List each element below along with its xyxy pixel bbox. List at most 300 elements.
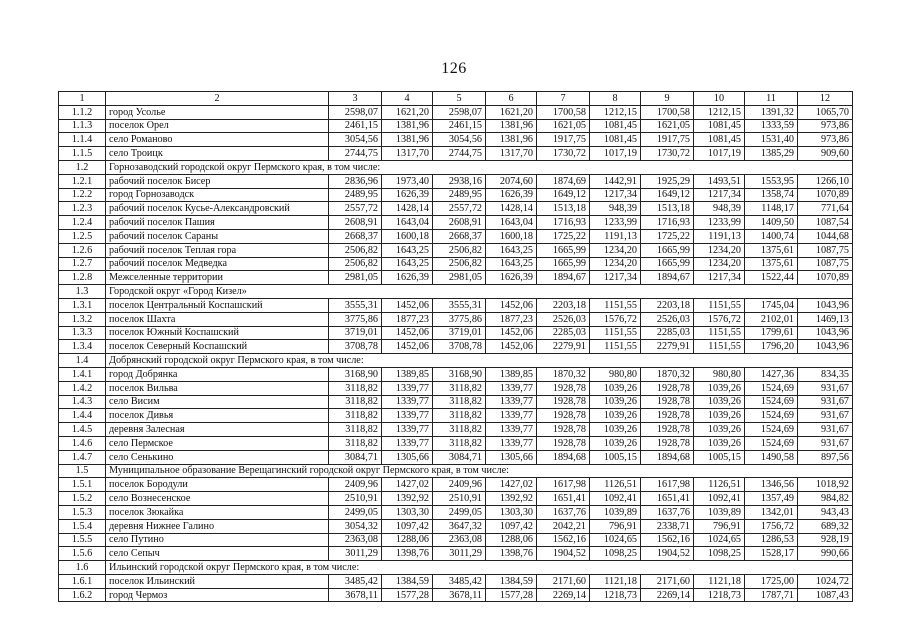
value-cell: 2409,96 — [329, 478, 382, 492]
value-cell: 1973,40 — [382, 174, 433, 188]
value-cell: 2489,95 — [433, 188, 486, 202]
value-cell: 1626,39 — [382, 271, 433, 285]
value-cell: 1339,77 — [486, 409, 537, 423]
value-cell: 3719,01 — [433, 326, 486, 340]
value-cell: 1427,36 — [745, 367, 798, 381]
value-cell: 984,82 — [798, 492, 853, 506]
section-row — [59, 354, 853, 368]
value-cell: 1524,69 — [745, 395, 798, 409]
value-cell: 2461,15 — [433, 119, 486, 133]
value-cell: 1303,30 — [486, 505, 537, 519]
value-cell: 1877,23 — [382, 312, 433, 326]
value-cell: 1531,40 — [745, 133, 798, 147]
value-cell: 1665,99 — [537, 243, 590, 257]
value-cell: 3708,78 — [329, 340, 382, 354]
value-cell: 3647,32 — [433, 519, 486, 533]
settlement-name: рабочий поселок Кусье-Александровский — [106, 202, 329, 216]
value-cell: 931,67 — [798, 409, 853, 423]
value-cell: 1730,72 — [537, 147, 590, 161]
row-code: 1.3.3 — [59, 326, 106, 340]
row-code: 1.1.2 — [59, 105, 106, 119]
value-cell: 1452,06 — [486, 326, 537, 340]
value-cell: 1427,02 — [382, 478, 433, 492]
table-row — [59, 436, 853, 450]
value-cell: 1358,74 — [745, 188, 798, 202]
value-cell: 2836,96 — [329, 174, 382, 188]
value-cell: 3118,82 — [329, 423, 382, 437]
table-row — [59, 119, 853, 133]
settlement-name: поселок Шахта — [106, 312, 329, 326]
value-cell: 2489,95 — [329, 188, 382, 202]
settlement-name: рабочий поселок Теплая гора — [106, 243, 329, 257]
value-cell: 1392,92 — [382, 492, 433, 506]
value-cell: 1452,06 — [382, 298, 433, 312]
value-cell: 1375,61 — [745, 243, 798, 257]
section-title: Муниципальное образование Верещагинский городской округ Пермского края, в том числе: — [106, 464, 853, 478]
value-cell: 1126,51 — [694, 478, 745, 492]
settlement-name: село Романово — [106, 133, 329, 147]
column-number: 12 — [798, 92, 853, 106]
column-number: 6 — [486, 92, 537, 106]
settlement-name: поселок Южный Коспашский — [106, 326, 329, 340]
value-cell: 3168,90 — [433, 367, 486, 381]
value-cell: 1621,05 — [537, 119, 590, 133]
value-cell: 3118,82 — [329, 381, 382, 395]
value-cell: 1928,78 — [537, 436, 590, 450]
settlement-name: село Сенькино — [106, 450, 329, 464]
value-cell: 1024,72 — [798, 574, 853, 588]
column-number: 1 — [59, 92, 106, 106]
value-cell: 2668,37 — [433, 229, 486, 243]
value-cell: 1043,96 — [798, 326, 853, 340]
row-code: 1.3.1 — [59, 298, 106, 312]
value-cell: 1381,96 — [382, 133, 433, 147]
row-code: 1.2.1 — [59, 174, 106, 188]
value-cell: 1577,28 — [382, 588, 433, 602]
value-cell: 2526,03 — [537, 312, 590, 326]
value-cell: 1725,22 — [537, 229, 590, 243]
table-row — [59, 188, 853, 202]
value-cell: 689,32 — [798, 519, 853, 533]
value-cell: 1643,25 — [486, 257, 537, 271]
value-cell: 1524,69 — [745, 436, 798, 450]
value-cell: 1621,20 — [382, 105, 433, 119]
value-cell: 3775,86 — [329, 312, 382, 326]
value-cell: 1576,72 — [694, 312, 745, 326]
value-cell: 1098,25 — [694, 547, 745, 561]
value-cell: 1621,20 — [486, 105, 537, 119]
value-cell: 973,86 — [798, 133, 853, 147]
value-cell: 2279,91 — [537, 340, 590, 354]
section-title: Ильинский городской округ Пермского края, в том числе: — [106, 561, 853, 575]
value-cell: 1730,72 — [641, 147, 694, 161]
value-cell: 1092,41 — [590, 492, 641, 506]
value-cell: 1452,06 — [382, 340, 433, 354]
settlement-name: село Висим — [106, 395, 329, 409]
row-code: 1.4.4 — [59, 409, 106, 423]
value-cell: 1385,29 — [745, 147, 798, 161]
value-cell: 1381,96 — [486, 133, 537, 147]
row-code: 1.2.6 — [59, 243, 106, 257]
value-cell: 1513,18 — [641, 202, 694, 216]
row-code: 1.3 — [59, 285, 106, 299]
value-cell: 1039,26 — [590, 395, 641, 409]
value-cell: 990,66 — [798, 547, 853, 561]
value-cell: 2608,91 — [329, 216, 382, 230]
value-cell: 1339,77 — [486, 395, 537, 409]
table-row — [59, 409, 853, 423]
value-cell: 1151,55 — [694, 340, 745, 354]
value-cell: 897,56 — [798, 450, 853, 464]
value-cell: 3118,82 — [329, 409, 382, 423]
value-cell: 2269,14 — [537, 588, 590, 602]
value-cell: 1398,76 — [486, 547, 537, 561]
value-cell: 1928,78 — [537, 423, 590, 437]
value-cell: 1894,68 — [537, 450, 590, 464]
value-cell: 1528,17 — [745, 547, 798, 561]
value-cell: 2102,01 — [745, 312, 798, 326]
row-code: 1.6 — [59, 561, 106, 575]
value-cell: 1384,59 — [382, 574, 433, 588]
value-cell: 1212,15 — [590, 105, 641, 119]
row-code: 1.5.6 — [59, 547, 106, 561]
column-number-header-row — [59, 92, 853, 106]
value-cell: 3118,82 — [433, 409, 486, 423]
table-row — [59, 395, 853, 409]
value-cell: 2981,05 — [329, 271, 382, 285]
value-cell: 1621,05 — [641, 119, 694, 133]
row-code: 1.2.2 — [59, 188, 106, 202]
settlement-name: поселок Центральный Коспашский — [106, 298, 329, 312]
settlement-name: город Добрянка — [106, 367, 329, 381]
value-cell: 1513,18 — [537, 202, 590, 216]
value-cell: 1081,45 — [694, 133, 745, 147]
table-row — [59, 326, 853, 340]
value-cell: 1303,30 — [382, 505, 433, 519]
value-cell: 2557,72 — [329, 202, 382, 216]
value-cell: 1928,78 — [537, 409, 590, 423]
value-cell: 1317,70 — [486, 147, 537, 161]
value-cell: 1087,75 — [798, 257, 853, 271]
value-cell: 1894,67 — [537, 271, 590, 285]
value-cell: 2203,18 — [641, 298, 694, 312]
value-cell: 1493,51 — [694, 174, 745, 188]
tariff-table — [58, 91, 853, 602]
value-cell: 2744,75 — [329, 147, 382, 161]
table-row — [59, 216, 853, 230]
value-cell: 1121,18 — [694, 574, 745, 588]
value-cell: 2269,14 — [641, 588, 694, 602]
row-code: 1.3.2 — [59, 312, 106, 326]
value-cell: 1097,42 — [486, 519, 537, 533]
value-cell: 1428,14 — [382, 202, 433, 216]
value-cell: 2608,91 — [433, 216, 486, 230]
value-cell: 1339,77 — [382, 395, 433, 409]
value-cell: 2981,05 — [433, 271, 486, 285]
value-cell: 1017,19 — [590, 147, 641, 161]
value-cell: 1745,04 — [745, 298, 798, 312]
settlement-name: поселок Бородули — [106, 478, 329, 492]
value-cell: 1490,58 — [745, 450, 798, 464]
value-cell: 1716,93 — [537, 216, 590, 230]
value-cell: 1649,12 — [641, 188, 694, 202]
value-cell: 1428,14 — [486, 202, 537, 216]
row-code: 1.2.3 — [59, 202, 106, 216]
value-cell: 1894,67 — [641, 271, 694, 285]
value-cell: 1039,26 — [590, 381, 641, 395]
value-cell: 2363,08 — [329, 533, 382, 547]
value-cell: 1452,06 — [486, 340, 537, 354]
value-cell: 1148,17 — [745, 202, 798, 216]
value-cell: 1217,34 — [590, 271, 641, 285]
value-cell: 1576,72 — [590, 312, 641, 326]
value-cell: 2506,82 — [329, 243, 382, 257]
value-cell: 1874,69 — [537, 174, 590, 188]
settlement-name: рабочий поселок Сараны — [106, 229, 329, 243]
value-cell: 1092,41 — [694, 492, 745, 506]
value-cell: 3485,42 — [329, 574, 382, 588]
settlement-name: село Путино — [106, 533, 329, 547]
value-cell: 2744,75 — [433, 147, 486, 161]
value-cell: 1233,99 — [694, 216, 745, 230]
value-cell: 1039,89 — [694, 505, 745, 519]
value-cell: 1524,69 — [745, 381, 798, 395]
value-cell: 1233,99 — [590, 216, 641, 230]
value-cell: 1039,26 — [590, 436, 641, 450]
value-cell: 909,60 — [798, 147, 853, 161]
value-cell: 3168,90 — [329, 367, 382, 381]
value-cell: 1151,55 — [590, 326, 641, 340]
table-row — [59, 133, 853, 147]
settlement-name: деревня Залесная — [106, 423, 329, 437]
value-cell: 1524,69 — [745, 423, 798, 437]
row-code: 1.4.7 — [59, 450, 106, 464]
value-cell: 2499,05 — [433, 505, 486, 519]
value-cell: 3054,56 — [433, 133, 486, 147]
value-cell: 3775,86 — [433, 312, 486, 326]
value-cell: 1522,44 — [745, 271, 798, 285]
value-cell: 1043,96 — [798, 298, 853, 312]
value-cell: 2285,03 — [537, 326, 590, 340]
value-cell: 1305,66 — [382, 450, 433, 464]
row-code: 1.6.1 — [59, 574, 106, 588]
value-cell: 1043,96 — [798, 340, 853, 354]
value-cell: 2499,05 — [329, 505, 382, 519]
row-code: 1.5.3 — [59, 505, 106, 519]
value-cell: 1217,34 — [694, 188, 745, 202]
row-code: 1.5.1 — [59, 478, 106, 492]
value-cell: 1234,20 — [590, 257, 641, 271]
value-cell: 2171,60 — [641, 574, 694, 588]
value-cell: 1389,85 — [486, 367, 537, 381]
settlement-name: рабочий поселок Медведка — [106, 257, 329, 271]
value-cell: 1651,41 — [641, 492, 694, 506]
value-cell: 931,67 — [798, 436, 853, 450]
column-number: 3 — [329, 92, 382, 106]
value-cell: 1904,52 — [641, 547, 694, 561]
value-cell: 1524,69 — [745, 409, 798, 423]
value-cell: 1796,20 — [745, 340, 798, 354]
table-row — [59, 367, 853, 381]
row-code: 1.2.8 — [59, 271, 106, 285]
value-cell: 2042,21 — [537, 519, 590, 533]
value-cell: 1442,91 — [590, 174, 641, 188]
settlement-name: Межселенные территории — [106, 271, 329, 285]
value-cell: 3084,71 — [433, 450, 486, 464]
row-code: 1.2.4 — [59, 216, 106, 230]
value-cell: 1799,61 — [745, 326, 798, 340]
value-cell: 1024,65 — [590, 533, 641, 547]
row-code: 1.5.4 — [59, 519, 106, 533]
value-cell: 1339,77 — [486, 381, 537, 395]
settlement-name: село Вознесенское — [106, 492, 329, 506]
value-cell: 1600,18 — [486, 229, 537, 243]
value-cell: 1121,18 — [590, 574, 641, 588]
table-row — [59, 257, 853, 271]
value-cell: 1928,78 — [641, 436, 694, 450]
value-cell: 1039,26 — [694, 395, 745, 409]
value-cell: 1218,73 — [590, 588, 641, 602]
value-cell: 948,39 — [694, 202, 745, 216]
value-cell: 1339,77 — [382, 409, 433, 423]
value-cell: 1553,95 — [745, 174, 798, 188]
value-cell: 1600,18 — [382, 229, 433, 243]
settlement-name: поселок Орел — [106, 119, 329, 133]
value-cell: 1877,23 — [486, 312, 537, 326]
table-row — [59, 574, 853, 588]
value-cell: 1217,34 — [694, 271, 745, 285]
row-code: 1.2 — [59, 160, 106, 174]
value-cell: 771,64 — [798, 202, 853, 216]
table-row — [59, 202, 853, 216]
value-cell: 1288,06 — [486, 533, 537, 547]
value-cell: 1151,55 — [694, 326, 745, 340]
value-cell: 1626,39 — [486, 271, 537, 285]
value-cell: 2598,07 — [433, 105, 486, 119]
value-cell: 1452,06 — [382, 326, 433, 340]
value-cell: 3118,82 — [329, 395, 382, 409]
value-cell: 2506,82 — [433, 257, 486, 271]
column-number: 2 — [106, 92, 329, 106]
settlement-name: село Пермское — [106, 436, 329, 450]
value-cell: 3555,31 — [433, 298, 486, 312]
value-cell: 1562,16 — [537, 533, 590, 547]
value-cell: 1384,59 — [486, 574, 537, 588]
value-cell: 1617,98 — [537, 478, 590, 492]
value-cell: 1039,26 — [590, 409, 641, 423]
value-cell: 2506,82 — [433, 243, 486, 257]
row-code: 1.2.7 — [59, 257, 106, 271]
value-cell: 1357,49 — [745, 492, 798, 506]
value-cell: 1217,34 — [590, 188, 641, 202]
value-cell: 2526,03 — [641, 312, 694, 326]
value-cell: 1087,54 — [798, 216, 853, 230]
value-cell: 834,35 — [798, 367, 853, 381]
value-cell: 1151,55 — [694, 298, 745, 312]
table-row — [59, 478, 853, 492]
settlement-name: рабочий поселок Пашия — [106, 216, 329, 230]
row-code: 1.5.2 — [59, 492, 106, 506]
settlement-name: село Троицк — [106, 147, 329, 161]
value-cell: 1665,99 — [537, 257, 590, 271]
column-number: 4 — [382, 92, 433, 106]
settlement-name: поселок Ильинский — [106, 574, 329, 588]
value-cell: 1381,96 — [486, 119, 537, 133]
value-cell: 1756,72 — [745, 519, 798, 533]
section-row — [59, 285, 853, 299]
value-cell: 3011,29 — [329, 547, 382, 561]
value-cell: 2171,60 — [537, 574, 590, 588]
table-row — [59, 381, 853, 395]
value-cell: 1626,39 — [486, 188, 537, 202]
settlement-name: поселок Дивья — [106, 409, 329, 423]
section-row — [59, 160, 853, 174]
value-cell: 948,39 — [590, 202, 641, 216]
value-cell: 980,80 — [590, 367, 641, 381]
value-cell: 1218,73 — [694, 588, 745, 602]
value-cell: 943,43 — [798, 505, 853, 519]
section-row — [59, 464, 853, 478]
table-row — [59, 147, 853, 161]
value-cell: 3118,82 — [433, 395, 486, 409]
value-cell: 1234,20 — [694, 257, 745, 271]
value-cell: 2506,82 — [329, 257, 382, 271]
settlement-name: деревня Нижнее Галино — [106, 519, 329, 533]
value-cell: 3118,82 — [329, 436, 382, 450]
value-cell: 1191,13 — [590, 229, 641, 243]
value-cell: 1649,12 — [537, 188, 590, 202]
value-cell: 2598,07 — [329, 105, 382, 119]
table-row — [59, 492, 853, 506]
value-cell: 3118,82 — [433, 436, 486, 450]
value-cell: 1928,78 — [641, 381, 694, 395]
value-cell: 2409,96 — [433, 478, 486, 492]
value-cell: 1339,77 — [486, 423, 537, 437]
section-title: Добрянский городской округ Пермского края, в том числе: — [106, 354, 853, 368]
value-cell: 1333,59 — [745, 119, 798, 133]
value-cell: 1392,92 — [486, 492, 537, 506]
value-cell: 1039,26 — [694, 423, 745, 437]
value-cell: 1400,74 — [745, 229, 798, 243]
value-cell: 1725,22 — [641, 229, 694, 243]
value-cell: 1577,28 — [486, 588, 537, 602]
value-cell: 1018,92 — [798, 478, 853, 492]
row-code: 1.4.1 — [59, 367, 106, 381]
value-cell: 1562,16 — [641, 533, 694, 547]
value-cell: 3054,32 — [329, 519, 382, 533]
section-title: Горнозаводский городской округ Пермского края, в том числе: — [106, 160, 853, 174]
value-cell: 1651,41 — [537, 492, 590, 506]
table-row — [59, 588, 853, 602]
table-row — [59, 312, 853, 326]
value-cell: 1151,55 — [590, 298, 641, 312]
value-cell: 1097,42 — [382, 519, 433, 533]
value-cell: 1234,20 — [694, 243, 745, 257]
value-cell: 2279,91 — [641, 340, 694, 354]
column-number: 5 — [433, 92, 486, 106]
value-cell: 1626,39 — [382, 188, 433, 202]
value-cell: 1039,26 — [694, 409, 745, 423]
table-row — [59, 423, 853, 437]
column-number: 10 — [694, 92, 745, 106]
settlement-name: рабочий поселок Бисер — [106, 174, 329, 188]
row-code: 1.6.2 — [59, 588, 106, 602]
value-cell: 1928,78 — [641, 395, 694, 409]
value-cell: 1409,50 — [745, 216, 798, 230]
value-cell: 1234,20 — [590, 243, 641, 257]
row-code: 1.4.3 — [59, 395, 106, 409]
column-number: 11 — [745, 92, 798, 106]
